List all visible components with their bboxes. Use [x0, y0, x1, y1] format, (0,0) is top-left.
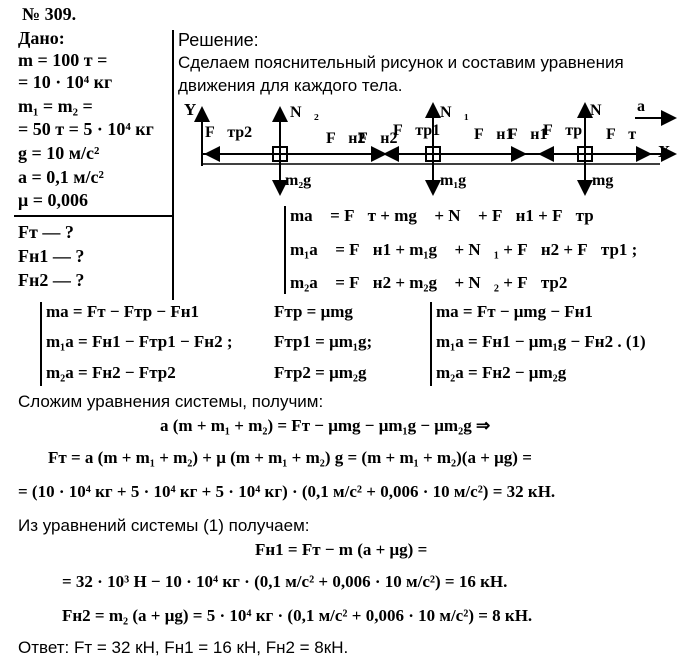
label-n: N⃗ [590, 102, 614, 119]
given-separator [172, 30, 174, 300]
given-line: = 10 · 10⁴ кг [18, 72, 113, 92]
label-ft: F⃗т [606, 126, 637, 143]
sum-text: Сложим уравнения системы, получим: [18, 392, 324, 411]
friction-def: Fтр2 = μm₂g [274, 363, 367, 382]
y-axis-label: Y [184, 100, 197, 119]
vector-eq: ma⃗ = F⃗т + mg⃗ + N⃗ + F⃗н1 + F⃗тр [290, 206, 594, 225]
eq-ft-numeric: = (10 · 10⁴ кг + 5 · 10⁴ кг + 5 · 10⁴ кг) · (0,1 м/с² + 0,006 · 10 м/с²) = 32 кН. [18, 482, 556, 501]
given-line: m = 100 т = [18, 50, 108, 70]
label-ftr1: F⃗тр1 [393, 122, 441, 139]
x-axis-label: X [658, 142, 671, 161]
label-fn1: F⃗н1 [508, 126, 548, 143]
label-a: a⃗ [637, 98, 658, 115]
vector-system-brace [284, 206, 286, 294]
given-line: μ = 0,006 [18, 190, 88, 210]
given-line: = 50 т = 5 · 10⁴ кг [18, 119, 154, 139]
eq-fn1: Fн1 = Fт − m (a + μg) = [255, 540, 428, 559]
find-line: Fн1 — ? [18, 246, 85, 266]
eq-sum: a (m + m₁ + m₂) = Fт − μmg − μm₁g − μm₂g ⇒ [160, 416, 491, 435]
label-fn1: F⃗н1 [474, 126, 514, 143]
system-1-eq: m₂a = Fн2 − μm₂g [436, 363, 567, 382]
given-line: g = 10 м/с² [18, 143, 100, 163]
system-1-eq: m₁a = Fн1 − μm₁g − Fн2 . (1) [436, 332, 646, 351]
car-1 [425, 146, 441, 162]
find-line: Fт — ? [18, 222, 74, 242]
given-line: a = 0,1 м/с² [18, 167, 104, 187]
solution-intro: движения для каждого тела. [178, 76, 403, 95]
label-fn2: F⃗н2 [326, 130, 366, 147]
scalar-eq: ma = Fт − Fтр − Fн1 [46, 302, 200, 321]
label-m2g: m₂g⃗ [285, 172, 324, 189]
vector-eq: m₁a⃗ = F⃗н1 + m₁g⃗ + N⃗₁ + F⃗н2 + F⃗тр1 ; [290, 240, 638, 259]
solution-header: Решение: [178, 30, 259, 50]
eq-fn1-numeric: = 32 · 10³ Н − 10 · 10⁴ кг · (0,1 м/с² + 0,006 · 10 м/с²) = 16 кН. [62, 572, 508, 591]
car-2 [272, 146, 288, 162]
label-mg: mg⃗ [592, 172, 626, 189]
label-ftr2: F⃗тр2 [205, 124, 253, 141]
label-fn2: F⃗н2 [358, 130, 398, 147]
system-1-eq: ma = Fт − μmg − Fн1 [436, 302, 593, 321]
find-line: Fн2 — ? [18, 270, 85, 290]
from-text: Из уравнений системы (1) получаем: [18, 516, 310, 535]
scalar-system-brace [40, 302, 42, 386]
friction-def: Fтр1 = μm₁g; [274, 332, 373, 351]
solution-intro: Сделаем пояснительный рисунок и составим уравнения [178, 53, 624, 72]
label-n2: N⃗₂ [290, 104, 319, 121]
car-loco [577, 146, 593, 162]
given-line: m₁ = m₂ = [18, 96, 93, 116]
label-ftr: F⃗тр [543, 122, 583, 139]
eq-ft: Fт = a (m + m₁ + m₂) + μ (m + m₁ + m₂) g = (m + m₁ + m₂)(a + μg) = [48, 448, 532, 467]
label-m1g: m₁g⃗ [440, 172, 479, 189]
eq-fn2: Fн2 = m₂ (a + μg) = 5 · 10⁴ кг · (0,1 м/с² + 0,006 · 10 м/с²) = 8 кН. [62, 606, 533, 625]
friction-def: Fтр = μmg [274, 302, 353, 321]
scalar-eq: m₂a = Fн2 − Fтр2 [46, 363, 176, 382]
scalar-eq: m₁a = Fн1 − Fтр1 − Fн2 ; [46, 332, 233, 351]
problem-number: № 309. [22, 4, 77, 24]
given-header: Дано: [18, 28, 65, 48]
vector-eq: m₂a⃗ = F⃗н2 + m₂g⃗ + N⃗₂ + F⃗тр2 [290, 273, 568, 292]
system-1-brace [430, 302, 432, 386]
given-divider [14, 215, 174, 217]
answer: Ответ: Fт = 32 кН, Fн1 = 16 кН, Fн2 = 8кН. [18, 638, 349, 657]
label-n1: N⃗₁ [440, 104, 469, 121]
